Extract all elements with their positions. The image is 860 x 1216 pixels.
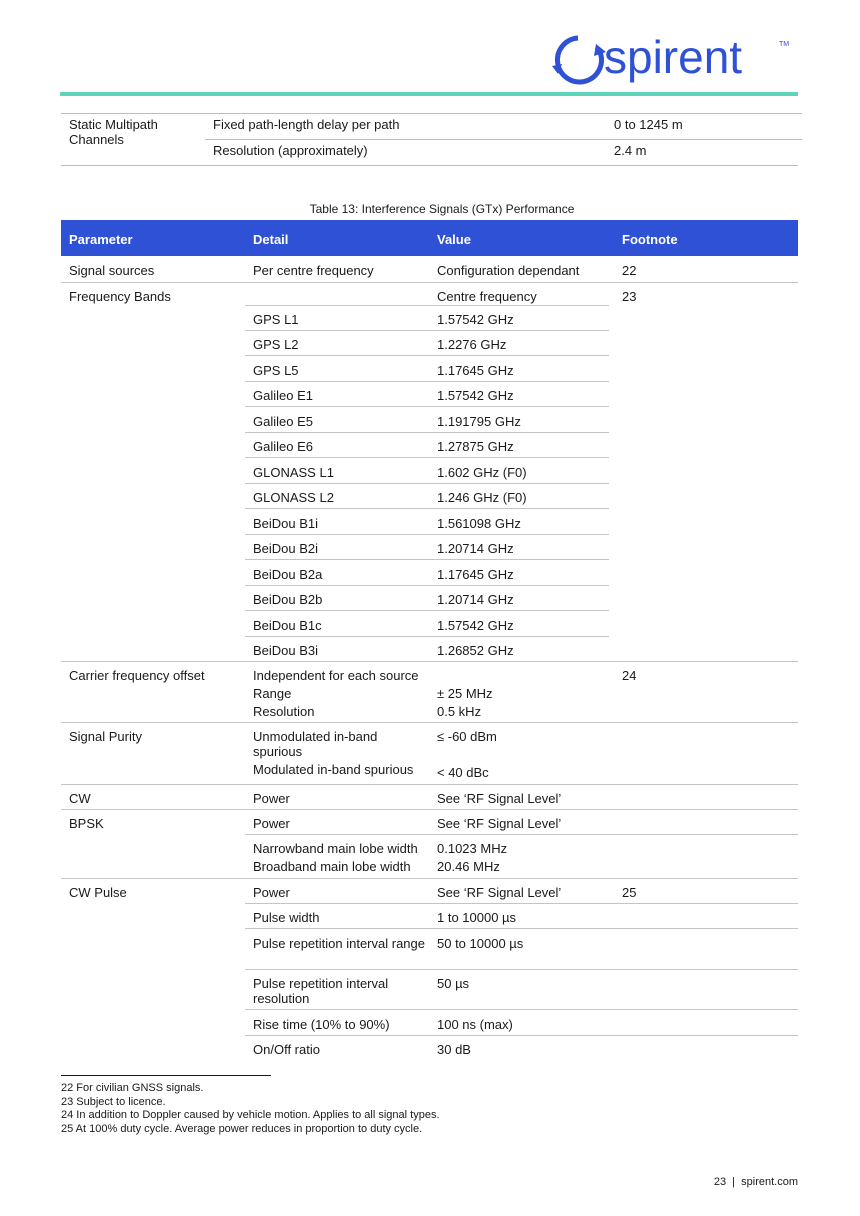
header-parameter: Parameter [69, 232, 133, 247]
band-frequency: 1.27875 GHz [437, 439, 514, 454]
band-frequency: 1.26852 GHz [437, 643, 514, 658]
row-divider [245, 969, 798, 970]
param-signal-sources: Signal sources [69, 263, 155, 278]
row-divider [245, 381, 609, 382]
row-divider [245, 305, 609, 306]
row-divider [245, 355, 609, 356]
value-cell: < 40 dBc [437, 765, 489, 780]
table-header-row [61, 220, 798, 256]
value-cell: ≤ -60 dBm [437, 729, 497, 744]
table-row [61, 113, 798, 139]
value-cell: 0.1023 MHz [437, 841, 508, 856]
band-name: BeiDou B1i [253, 516, 319, 531]
row-divider [245, 585, 609, 586]
logo-ring-icon [552, 38, 606, 82]
band-frequency: 1.17645 GHz [437, 567, 514, 582]
row-divider [245, 636, 609, 637]
band-name: GPS L5 [253, 363, 299, 378]
row-divider [245, 406, 609, 407]
value-cell: See ‘RF Signal Level’ [437, 791, 562, 806]
value-cell: 1 to 10000 µs [437, 910, 517, 925]
band-frequency: 1.561098 GHz [437, 516, 521, 531]
detail-cell: Per centre frequency [253, 263, 374, 278]
row-divider [245, 610, 609, 611]
row-divider [245, 559, 609, 560]
row-divider [245, 483, 609, 484]
value-cell: 20.46 MHz [437, 859, 500, 874]
band-name: Galileo E1 [253, 388, 313, 403]
value-cell: Configuration dependant [437, 263, 580, 278]
footnote-cell: 24 [622, 668, 637, 683]
value-cell: 30 dB [437, 1042, 471, 1057]
footnote-divider [61, 1075, 271, 1076]
row-divider [245, 508, 609, 509]
detail-cell: Independent for each source [253, 668, 419, 683]
row-divider [245, 330, 609, 331]
table-body [61, 256, 798, 1106]
row-divider [61, 722, 798, 723]
band-name: BeiDou B2a [253, 567, 323, 582]
band-frequency: 1.20714 GHz [437, 541, 514, 556]
parameter-cell: Static Multipath Channels [69, 117, 158, 147]
value-cell: See ‘RF Signal Level’ [437, 885, 562, 900]
band-name: GLONASS L1 [253, 465, 334, 480]
value-cell: Centre frequency [437, 289, 537, 304]
footnote-25: 25 At 100% duty cycle. Average power reduces in proportion to duty cycle. [61, 1122, 423, 1135]
row-divider [245, 928, 798, 929]
row-divider [61, 878, 798, 879]
row-divider [61, 661, 798, 662]
band-name: Galileo E5 [253, 414, 313, 429]
band-frequency: 1.602 GHz (F0) [437, 465, 527, 480]
detail-cell: Rise time (10% to 90%) [253, 1017, 390, 1032]
detail-cell: Pulse repetition interval resolution [253, 976, 389, 1006]
header-detail: Detail [253, 232, 289, 247]
value-cell: 50 µs [437, 976, 470, 991]
table-caption: Table 13: Interference Signals (GTx) Performance [309, 202, 575, 216]
footnote-cell: 22 [622, 263, 637, 278]
row-divider [61, 809, 798, 810]
logo-trademark: TM [779, 41, 790, 48]
value-cell: 0 to 1245 m [610, 113, 802, 140]
logo-wordmark: spirent [604, 31, 743, 83]
row-divider [245, 1035, 798, 1036]
detail-cell: Modulated in-band spurious [253, 762, 414, 777]
detail-cell: Power [253, 791, 290, 806]
page-footer: 23 | spirent.com [713, 1176, 798, 1188]
param-signal-purity: Signal Purity [69, 729, 142, 744]
detail-cell: Pulse width [253, 910, 320, 925]
header-value: Value [437, 232, 471, 247]
row-divider [61, 784, 798, 785]
row-divider [245, 834, 798, 835]
row-divider [245, 1009, 798, 1010]
band-name: BeiDou B2b [253, 592, 323, 607]
detail-cell: Unmodulated in-band spurious [253, 729, 378, 759]
row-divider [245, 457, 609, 458]
detail-cell: Resolution (approximately) [205, 139, 618, 166]
band-frequency: 1.57542 GHz [437, 618, 514, 633]
band-frequency: 1.20714 GHz [437, 592, 514, 607]
row-divider [245, 534, 609, 535]
param-bpsk: BPSK [69, 816, 104, 831]
band-frequency: 1.57542 GHz [437, 388, 514, 403]
row-divider [61, 165, 798, 166]
detail-cell: Fixed path-length delay per path [205, 113, 618, 140]
param-carrier-offset: Carrier frequency offset [69, 668, 205, 683]
detail-cell: Power [253, 816, 290, 831]
band-name: GPS L2 [253, 337, 299, 352]
multipath-table [61, 113, 798, 165]
footnote-cell: 23 [622, 289, 637, 304]
spirent-logo [550, 30, 800, 90]
value-cell: 100 ns (max) [437, 1017, 513, 1032]
detail-cell: Resolution [253, 704, 315, 719]
value-cell: See ‘RF Signal Level’ [437, 816, 562, 831]
band-name: BeiDou B1c [253, 618, 322, 633]
band-frequency: 1.17645 GHz [437, 363, 514, 378]
band-name: BeiDou B2i [253, 541, 319, 556]
band-frequency: 1.57542 GHz [437, 312, 514, 327]
detail-cell: Broadband main lobe width [253, 859, 411, 874]
value-cell: 2.4 m [610, 139, 802, 166]
row-divider [61, 282, 798, 283]
header-accent-bar [60, 92, 798, 96]
footnote-cell: 25 [622, 885, 637, 900]
row-divider [245, 903, 798, 904]
value-cell: ± 25 MHz [437, 686, 493, 701]
band-name: GPS L1 [253, 312, 299, 327]
band-name: Galileo E6 [253, 439, 313, 454]
param-frequency-bands: Frequency Bands [69, 289, 171, 304]
header-footnote: Footnote [622, 232, 678, 247]
value-cell: 0.5 kHz [437, 704, 482, 719]
detail-cell: Narrowband main lobe width [253, 841, 418, 856]
interference-table [61, 220, 798, 1057]
detail-cell: Range [253, 686, 292, 701]
row-divider [245, 432, 609, 433]
band-frequency: 1.191795 GHz [437, 414, 521, 429]
footnote-22: 22 For civilian GNSS signals. [61, 1082, 204, 1094]
band-frequency: 1.246 GHz (F0) [437, 490, 527, 505]
param-cw: CW [69, 791, 91, 806]
band-frequency: 1.2276 GHz [437, 337, 507, 352]
detail-cell: Pulse repetition interval range [253, 936, 425, 951]
table-row [61, 139, 798, 165]
detail-cell: On/Off ratio [253, 1042, 320, 1057]
footnote-24: 24 In addition to Doppler caused by vehicle motion. Applies to all signal types. [61, 1109, 440, 1121]
band-name: GLONASS L2 [253, 490, 334, 505]
detail-cell: Power [253, 885, 290, 900]
value-cell: 50 to 10000 µs [437, 936, 524, 951]
param-cw-pulse: CW Pulse [69, 885, 127, 900]
footnotes [61, 1082, 440, 1136]
footnote-23: 23 Subject to licence. [61, 1095, 166, 1108]
band-name: BeiDou B3i [253, 643, 319, 658]
